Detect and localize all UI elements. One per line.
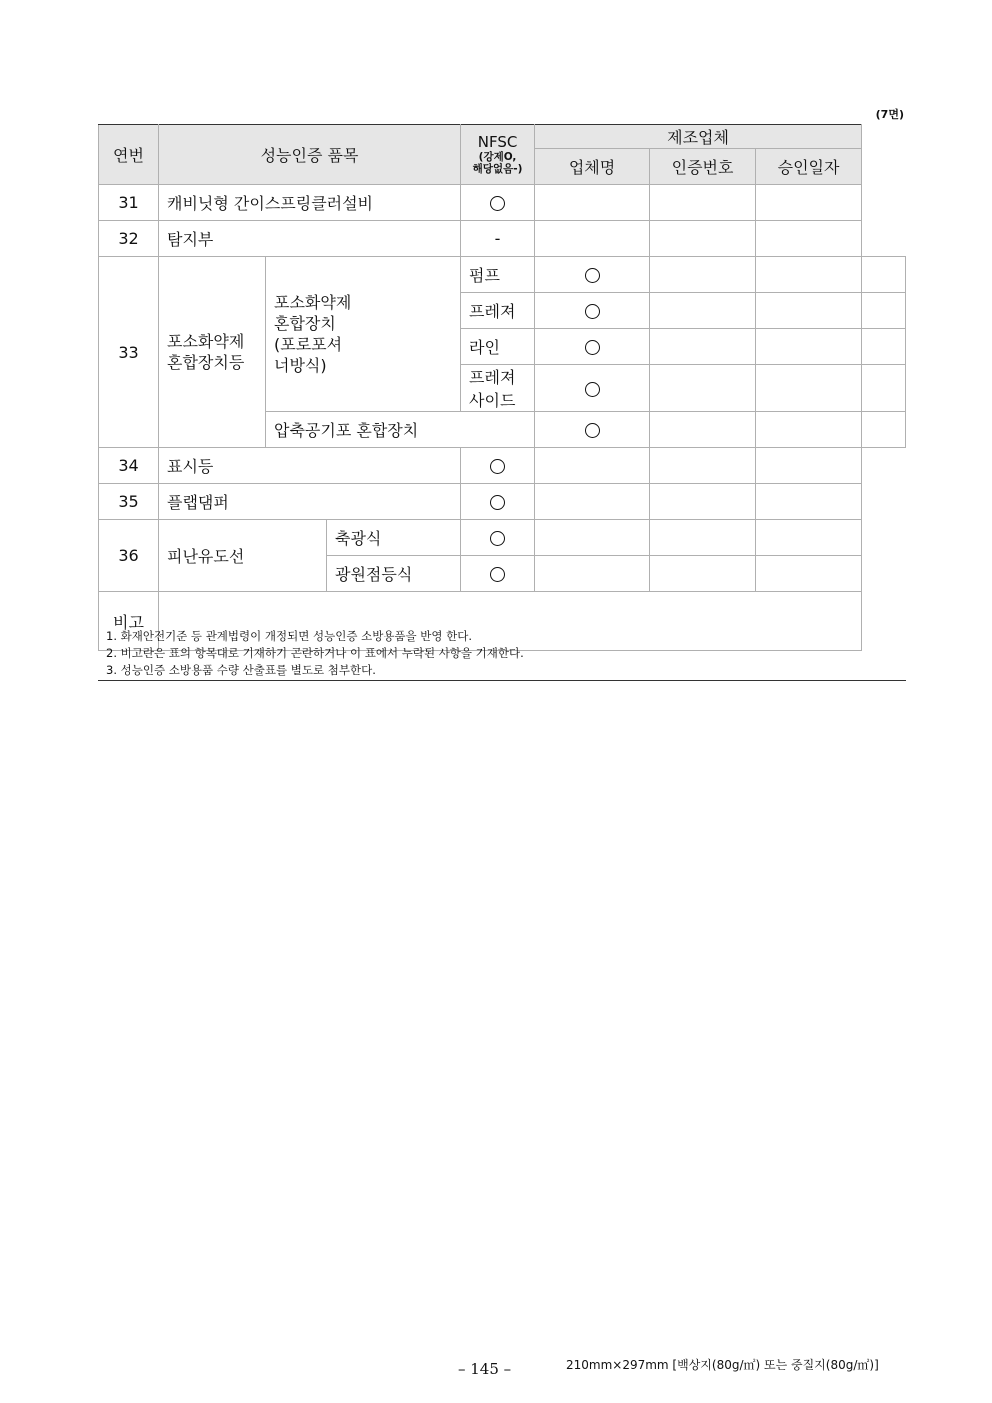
header-maker-name: 업체명	[535, 149, 650, 185]
nfsc-note-1: (강제O,	[478, 151, 517, 163]
cert-no-cell[interactable]	[650, 484, 756, 520]
subgroup-line-3: (포로포셔	[274, 335, 343, 354]
subitem: 프레져사이드	[461, 365, 535, 412]
approval-date-cell[interactable]	[756, 520, 862, 556]
approval-date-cell[interactable]	[862, 365, 906, 412]
cert-no-cell[interactable]	[650, 520, 756, 556]
circle-mark-icon	[585, 423, 600, 438]
row-group	[159, 257, 266, 448]
group-line-1: 포소화약제	[167, 332, 245, 351]
note-line: 1. 화재안전기준 등 관계법령이 개정되면 성능인증 소방용품을 반영 한다.	[106, 629, 473, 643]
table-row	[99, 257, 906, 293]
nfsc-cell	[535, 257, 650, 293]
circle-mark-icon	[490, 567, 505, 582]
row-subgroup	[266, 257, 461, 412]
note-line: 2. 비고란은 표의 항목대로 기재하기 곤란하거나 이 표에서 누락된 사항을 기재한다.	[106, 646, 524, 660]
row-number: 34	[99, 448, 159, 484]
nfsc-cell	[461, 448, 535, 484]
circle-mark-icon	[490, 495, 505, 510]
cert-no-cell[interactable]	[756, 412, 862, 448]
nfsc-dash: -	[461, 221, 535, 257]
approval-date-cell[interactable]	[862, 293, 906, 329]
approval-date-cell[interactable]	[862, 329, 906, 365]
row-item: 피난유도선	[159, 520, 327, 592]
nfsc-cell	[461, 484, 535, 520]
maker-name-cell[interactable]	[535, 556, 650, 592]
nfsc-cell	[461, 520, 535, 556]
maker-name-cell[interactable]	[650, 412, 756, 448]
header-item: 성능인증 품목	[159, 125, 461, 185]
table-header-row-1	[99, 125, 906, 149]
paper-size-note: 210mm×297mm [백상지(80g/㎡) 또는 중질지(80g/㎡)]	[566, 1358, 879, 1372]
row-item: 플랩댐퍼	[159, 484, 461, 520]
note-line: 3. 성능인증 소방용품 수량 산출표를 별도로 첨부한다.	[106, 663, 376, 677]
header-serial: 연번	[99, 125, 159, 185]
row-item: 캐비닛형 간이스프링클러설비	[159, 185, 461, 221]
approval-date-cell[interactable]	[756, 185, 862, 221]
cert-no-cell[interactable]	[650, 221, 756, 257]
row-item: 표시등	[159, 448, 461, 484]
subitem: 프레져	[461, 293, 535, 329]
subgroup-line-1: 포소화약제	[274, 293, 352, 312]
row-number: 33	[99, 257, 159, 448]
header-maker: 제조업체	[535, 125, 862, 149]
maker-name-cell[interactable]	[650, 365, 756, 412]
approval-date-cell[interactable]	[756, 484, 862, 520]
remarks-label: 비고	[99, 592, 159, 651]
table-row	[99, 448, 906, 484]
cert-no-cell[interactable]	[650, 556, 756, 592]
circle-mark-icon	[585, 268, 600, 283]
nfsc-cell	[535, 293, 650, 329]
approval-date-cell[interactable]	[756, 221, 862, 257]
subitem: 펌프	[461, 257, 535, 293]
nfsc-cell	[535, 329, 650, 365]
circle-mark-icon	[490, 459, 505, 474]
circle-mark-icon	[490, 196, 505, 211]
approval-date-cell[interactable]	[862, 412, 906, 448]
header-cert-no: 인증번호	[650, 149, 756, 185]
page-label: (7면)	[875, 108, 904, 121]
nfsc-cell	[461, 185, 535, 221]
row-item: 탐지부	[159, 221, 461, 257]
cert-no-cell[interactable]	[756, 329, 862, 365]
maker-name-cell[interactable]	[535, 520, 650, 556]
approval-date-cell[interactable]	[862, 257, 906, 293]
group-line-2: 혼합장치등	[167, 353, 245, 372]
nfsc-note-2: 해당없음-)	[472, 163, 523, 175]
cert-no-cell[interactable]	[650, 185, 756, 221]
circle-mark-icon	[585, 304, 600, 319]
cert-no-cell[interactable]	[756, 257, 862, 293]
row-number: 35	[99, 484, 159, 520]
subitem: 광원점등식	[327, 556, 461, 592]
maker-name-cell[interactable]	[650, 257, 756, 293]
cert-no-cell[interactable]	[650, 448, 756, 484]
maker-name-cell[interactable]	[535, 185, 650, 221]
subitem-other: 압축공기포 혼합장치	[266, 412, 535, 448]
table-row	[99, 520, 906, 556]
subitem: 축광식	[327, 520, 461, 556]
nfsc-cell	[535, 412, 650, 448]
nfsc-title: NFSC	[477, 133, 518, 151]
certification-table	[98, 124, 906, 651]
header-nfsc	[461, 125, 535, 185]
cert-no-cell[interactable]	[756, 293, 862, 329]
page-number: – 145 –	[458, 1360, 512, 1378]
maker-name-cell[interactable]	[535, 484, 650, 520]
row-number: 31	[99, 185, 159, 221]
maker-name-cell[interactable]	[535, 221, 650, 257]
notes	[98, 628, 906, 681]
table-row	[99, 484, 906, 520]
maker-name-cell[interactable]	[650, 329, 756, 365]
approval-date-cell[interactable]	[756, 556, 862, 592]
nfsc-cell	[461, 556, 535, 592]
maker-name-cell[interactable]	[535, 448, 650, 484]
table-row	[99, 221, 906, 257]
table-row	[99, 185, 906, 221]
subgroup-line-2: 혼합장치	[274, 314, 336, 333]
nfsc-cell	[535, 365, 650, 412]
maker-name-cell[interactable]	[650, 293, 756, 329]
circle-mark-icon	[585, 382, 600, 397]
row-number: 36	[99, 520, 159, 592]
approval-date-cell[interactable]	[756, 448, 862, 484]
header-approval-date: 승인일자	[756, 149, 862, 185]
subgroup-line-4: 너방식)	[274, 356, 327, 375]
circle-mark-icon	[490, 531, 505, 546]
circle-mark-icon	[585, 340, 600, 355]
cert-no-cell[interactable]	[756, 365, 862, 412]
row-number: 32	[99, 221, 159, 257]
subitem: 라인	[461, 329, 535, 365]
